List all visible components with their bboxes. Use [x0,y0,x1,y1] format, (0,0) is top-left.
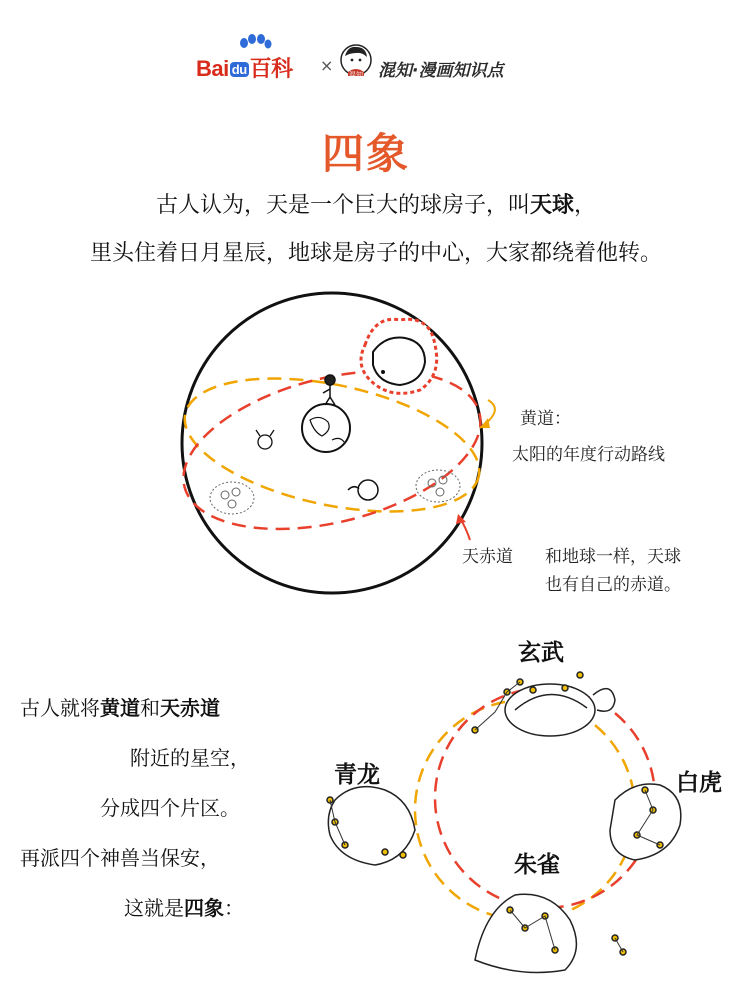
equator-label: 天赤道 [462,547,513,567]
keyword-ecliptic: 黄道 [100,696,140,720]
bottom-line-4: 再派四个神兽当保安， [20,846,220,870]
bottom-line-1-a: 古人就将 [20,696,100,720]
baidu-baike-logo [196,52,293,83]
earth-icon [302,404,350,452]
intro-line-1-comma: ， [574,193,597,218]
intro-line-2: 里头住着日月星辰，地球是房子的中心，大家都绕着他转。 [89,241,662,266]
bottom-line-5-b: ： [224,896,244,920]
vermilion-bird-icon [475,894,626,972]
page-title: 四象 [322,129,411,178]
sun-icon [361,319,437,393]
four-symbols-diagram [315,660,745,980]
star-cluster-right-icon [416,470,460,502]
avatar-label: 混知 [349,71,363,78]
equator-description-2: 也有自己的赤道。 [545,575,681,595]
beast-label-black-tortoise: 玄武 [518,640,564,666]
beast-label-white-tiger: 白虎 [676,770,722,796]
bottom-line-1-b: 和 [140,696,160,720]
baidu-text: Bai [196,56,229,81]
ecliptic-description: 太阳的年度行动路线 [512,445,665,465]
bottom-line-1 [20,692,220,721]
bottom-line-5 [124,892,244,921]
beast-label-azure-dragon: 青龙 [334,762,380,788]
hunzhi-brand: 混知·漫画知识点 [378,61,504,81]
hunzhi-avatar-icon [340,44,372,78]
baidu-du-badge: du [231,62,247,77]
intro-keyword-celestial-sphere: 天球 [529,193,574,218]
celestial-sphere-illustration [170,290,500,595]
bottom-line-5-a: 这就是 [124,896,184,920]
intro-line-1-text: 古人认为，天是一个巨大的球房子，叫 [155,193,530,218]
moon-icon [348,480,378,500]
keyword-four-symbols: 四象 [184,896,224,920]
small-figure-icon [256,430,274,449]
white-tiger-icon [610,784,681,860]
beast-label-vermilion-bird: 朱雀 [514,852,560,878]
equator-description-1: 和地球一样，天球 [545,547,681,567]
bottom-line-2: 附近的星空， [130,746,250,770]
intro-line-1 [0,188,752,219]
keyword-celestial-equator: 天赤道 [160,696,220,720]
ecliptic-ring [415,700,635,920]
azure-dragon-icon [327,787,415,865]
baike-text: 百科 [249,56,293,81]
person-icon [323,375,335,405]
star-cluster-left-icon [210,482,254,514]
ecliptic-label: 黄道： [520,409,571,429]
bottom-line-3: 分成四个片区。 [100,796,240,820]
collab-cross: × [320,56,334,75]
baidu-paw-icon [236,34,272,56]
